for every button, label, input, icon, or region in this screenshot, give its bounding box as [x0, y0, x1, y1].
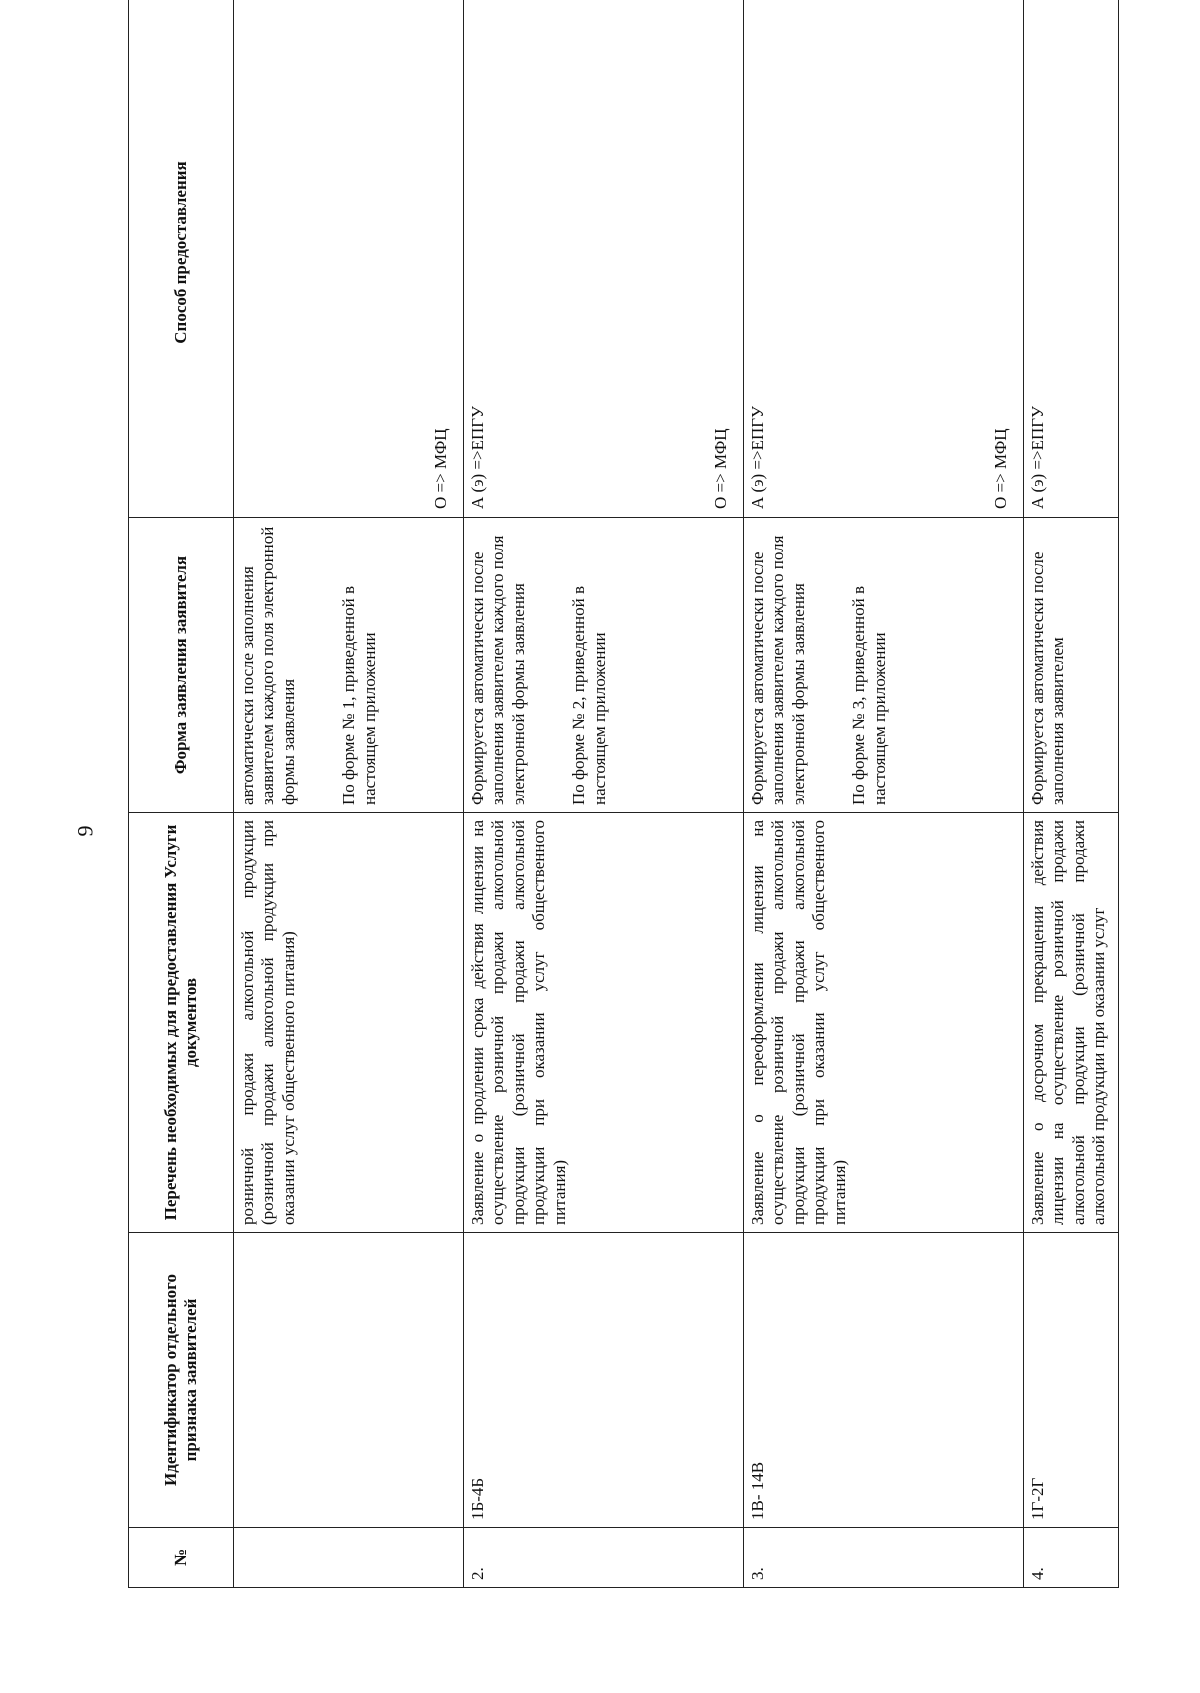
table-row: [744, 0, 1024, 1588]
row-identifier: [234, 1233, 464, 1528]
method-electronic: А (э) =>ЕПГУ: [748, 405, 767, 509]
row-identifier: 1Б-4Б: [464, 1233, 744, 1528]
row-form: [1024, 518, 1119, 813]
rotated-table-container: [128, 0, 1118, 1588]
form-alt-text: По форме № 1, приведенной в настоящем приложении: [339, 585, 379, 805]
row-identifier: 1В- 14В: [744, 1233, 1024, 1528]
table-row: [464, 0, 744, 1588]
row-number: 4.: [1024, 1528, 1119, 1588]
row-form: [234, 518, 464, 813]
form-main-text: Формируется автоматически после заполнения заявителем каждого поля электронной формы заявления: [468, 535, 528, 805]
row-documents: розничной продажи алкогольной продукции (розничной продажи алкогольной продукции при оказании услуг общественного питания): [234, 813, 464, 1233]
header-number: №: [129, 1528, 234, 1588]
row-number: [234, 1528, 464, 1588]
row-documents: Заявление о переоформлении лицензии на осуществление розничной продажи алкогольной продукции (розничной продажи алкогольной продукции при оказании услуг общественного питания): [744, 813, 1024, 1233]
header-documents: Перечень необходимых для предоставления Услуги документов: [129, 813, 234, 1233]
row-form: [464, 518, 744, 813]
row-identifier: 1Г-2Г: [1024, 1233, 1119, 1528]
form-main-text: Формируется автоматически после заполнения заявителем каждого поля электронной формы заявления: [748, 535, 808, 805]
header-form: Форма заявления заявителя: [129, 518, 234, 813]
header-method: Способ предоставления: [129, 0, 234, 518]
header-identifier: Идентификатор отдельного признака заявителей: [129, 1233, 234, 1528]
row-number: 3.: [744, 1528, 1024, 1588]
method-mfc: О => МФЦ: [990, 428, 1010, 509]
row-method: [234, 0, 464, 518]
form-main-text: автоматически после заполнения заявителем каждого поля электронной формы заявления: [238, 526, 298, 805]
form-alt-text: По форме № 3, приведенной в настоящем приложении: [849, 585, 889, 805]
row-form: [744, 518, 1024, 813]
table-row: [1024, 0, 1119, 1588]
row-method: [744, 0, 1024, 518]
row-documents: Заявление о продлении срока действия лицензии на осуществление розничной продажи алкогольной продукции (розничной продажи алкогольной продукции при оказании услуг общественного питания): [464, 813, 744, 1233]
form-alt-text: По форме № 2, приведенной в настоящем приложении: [569, 585, 609, 805]
method-mfc: О => МФЦ: [710, 428, 730, 509]
method-electronic: А (э) =>ЕПГУ: [468, 405, 487, 509]
row-method: [464, 0, 744, 518]
row-number: 2.: [464, 1528, 744, 1588]
row-method: [1024, 0, 1119, 518]
table-row: [234, 0, 464, 1588]
table-header-row: [129, 0, 234, 1588]
services-table: [128, 0, 1119, 1588]
method-mfc: О => МФЦ: [430, 428, 450, 509]
page-number: 9: [72, 825, 98, 837]
method-electronic: А (э) =>ЕПГУ: [1028, 405, 1047, 509]
form-main-text: Формируется автоматически после заполнения заявителем: [1028, 551, 1068, 805]
row-documents: Заявление о досрочном прекращении действия лицензии на осуществление розничной продажи алкогольной продукции (розничной продажи алкогольной продукции при оказании услуг: [1024, 813, 1119, 1233]
